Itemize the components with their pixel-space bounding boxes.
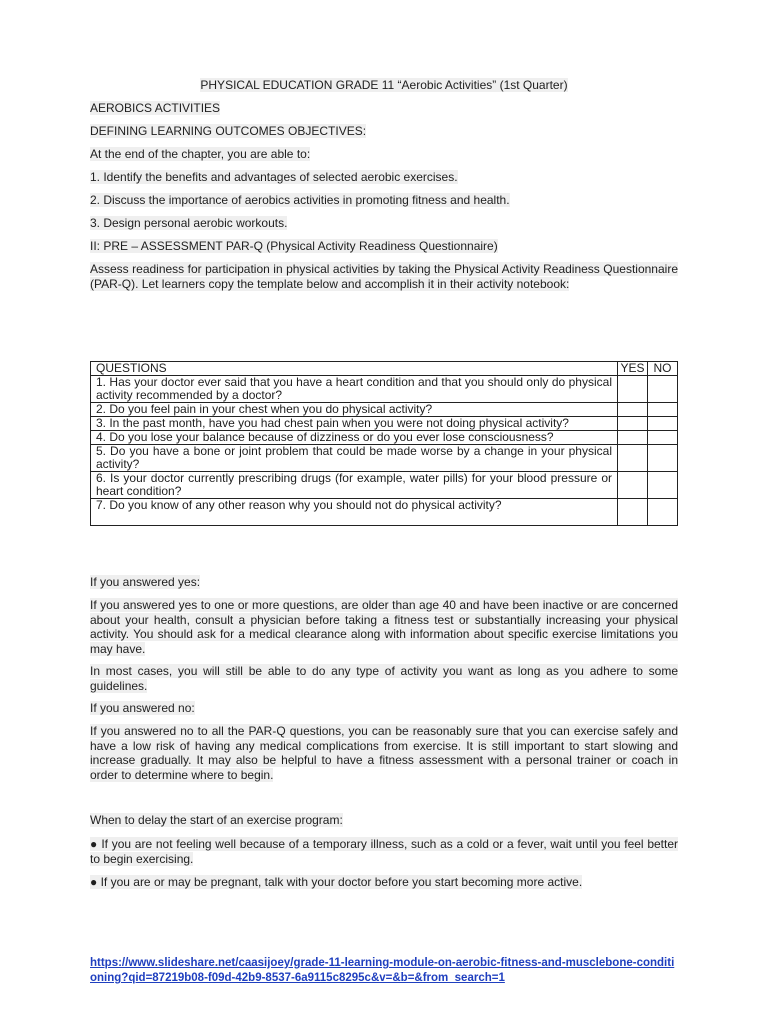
table-row [91, 431, 678, 445]
question-cell: 5. Do you have a bone or joint problem that could be made worse by a change in your physical activity? [91, 445, 618, 472]
table-row [91, 499, 678, 526]
yes-cell[interactable] [618, 472, 648, 499]
intro-line: At the end of the chapter, you are able to: [90, 147, 311, 161]
if-no-heading: If you answered no: [90, 701, 195, 715]
no-cell[interactable] [648, 403, 678, 417]
question-cell: 2. Do you feel pain in your chest when you do physical activity? [91, 403, 618, 417]
if-yes-paragraph: If you answered yes to one or more questions, are older than age 40 and have been inactive or are concerned about your health, consult a physician before taking a fitness test or substantially increasing your physical activity. You should ask for a medical clearance along with information about specific exercise limitations you may have. [90, 598, 678, 656]
yes-cell[interactable] [618, 403, 648, 417]
no-cell[interactable] [648, 431, 678, 445]
yes-cell[interactable] [618, 417, 648, 431]
question-cell: 4. Do you lose your balance because of dizziness or do you ever lose consciousness? [91, 431, 618, 445]
delay-bullet: ● If you are not feeling well because of a temporary illness, such as a cold or a fever, wait until you feel better to begin exercising. [90, 837, 678, 866]
if-no-paragraph: If you answered no to all the PAR-Q questions, you can be reasonably sure that you can exercise safely and have a low risk of having any medical complications from exercise. It is still important to start slowing and increase gradually. It may also be helpful to have a fitness assessment with a personal trainer or coach in order to determine where to begin. [90, 724, 678, 782]
table-row [91, 417, 678, 431]
yes-cell[interactable] [618, 431, 648, 445]
table-row [91, 403, 678, 417]
instructions-paragraph: Assess readiness for participation in physical activities by taking the Physical Activity Readiness Questionnaire (PAR-Q). Let learners copy the template below and accomplish it in their activity notebook: [90, 262, 678, 291]
no-cell[interactable] [648, 376, 678, 403]
source-link[interactable]: https://www.slideshare.net/caasijoey/grade-11-learning-module-on-aerobic-fitness-and-musclebone-conditioning?qid=87219b08-f09d-42b9-8537-6a9115c8295c&v=&b=&from_search=1 [90, 957, 675, 984]
objective-item: 1. Identify the benefits and advantages of selected aerobic exercises. [90, 170, 458, 184]
most-cases-paragraph: In most cases, you will still be able to do any type of activity you want as long as you adhere to some guidelines. [90, 664, 678, 693]
no-cell[interactable] [648, 417, 678, 431]
header-questions: QUESTIONS [91, 362, 618, 376]
table-header-row [91, 362, 678, 376]
question-cell: 6. Is your doctor currently prescribing drugs (for example, water pills) for your blood pressure or heart condition? [91, 472, 618, 499]
table-row [91, 376, 678, 403]
yes-cell[interactable] [618, 445, 648, 472]
parq-table [90, 361, 678, 526]
objectives-heading: DEFINING LEARNING OUTCOMES OBJECTIVES: [90, 124, 367, 138]
preassessment-heading: II: PRE – ASSESSMENT PAR-Q (Physical Activity Readiness Questionnaire) [90, 239, 498, 253]
delay-heading: When to delay the start of an exercise program: [90, 813, 343, 827]
header-no: NO [648, 362, 678, 376]
question-cell: 7. Do you know of any other reason why you should not do physical activity? [91, 499, 618, 526]
header-yes: YES [618, 362, 648, 376]
no-cell[interactable] [648, 499, 678, 526]
yes-cell[interactable] [618, 499, 648, 526]
delay-bullet: ● If you are or may be pregnant, talk with your doctor before you start becoming more active. [90, 875, 583, 889]
no-cell[interactable] [648, 445, 678, 472]
yes-cell[interactable] [618, 376, 648, 403]
objective-item: 3. Design personal aerobic workouts. [90, 216, 288, 230]
objective-item: 2. Discuss the importance of aerobics activities in promoting fitness and health. [90, 193, 510, 207]
page-title: PHYSICAL EDUCATION GRADE 11 “Aerobic Activities” (1st Quarter) [200, 78, 568, 92]
table-row [91, 472, 678, 499]
question-cell: 1. Has your doctor ever said that you have a heart condition and that you should only do physical activity recommended by a doctor? [91, 376, 618, 403]
section-heading: AEROBICS ACTIVITIES [90, 101, 221, 115]
table-row [91, 445, 678, 472]
if-yes-heading: If you answered yes: [90, 575, 201, 589]
no-cell[interactable] [648, 472, 678, 499]
question-cell: 3. In the past month, have you had chest pain when you were not doing physical activity? [91, 417, 618, 431]
